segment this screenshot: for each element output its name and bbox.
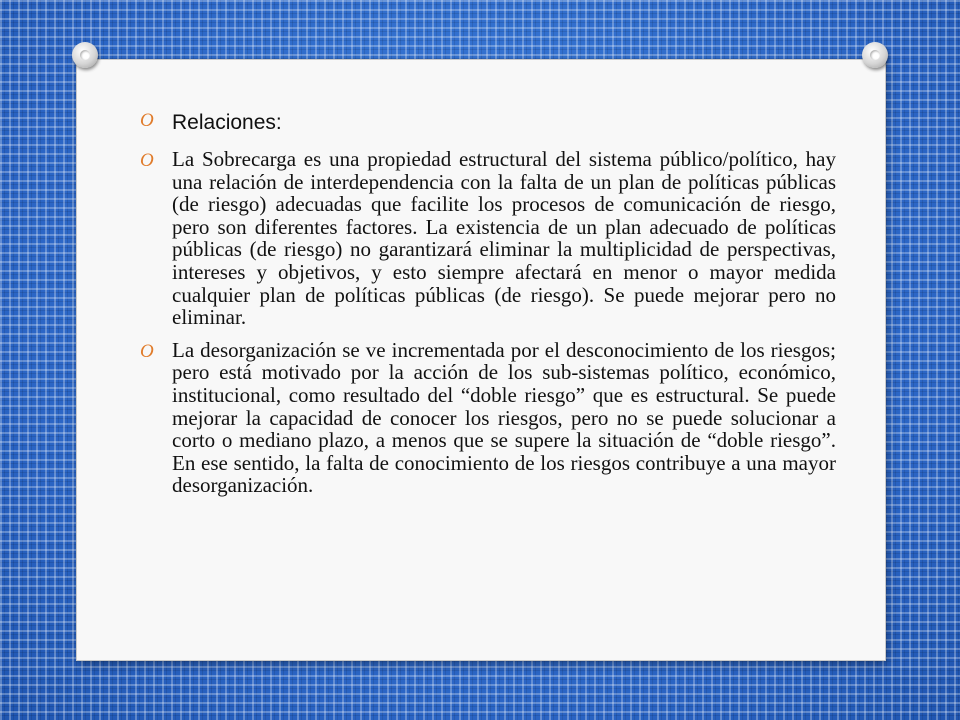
bullet-marker-icon: O (140, 150, 154, 171)
bullet-paragraph-2 (140, 339, 836, 497)
bullet-list (140, 108, 836, 507)
pushpin-left-icon (72, 42, 98, 68)
paragraph-desorganizacion: La desorganización se ve incrementada por el desconocimiento de los riesgos; pero está motivado por la acción de los sub-sistemas político, económico, institucional, como resultado del “doble riesgo” que es estructural. Se puede mejorar la capacidad de conocer los riesgos, pero no se puede solucionar a corto o mediano plazo, a menos que se supere la situación de “doble riesgo”. En ese sentido, la falta de conocimiento de los riesgos contribuye a una mayor desorganización. (172, 337, 836, 498)
slide-heading: Relaciones: (172, 111, 282, 134)
pushpin-right-icon (862, 42, 888, 68)
bullet-heading (140, 108, 836, 138)
bullet-paragraph-1 (140, 148, 836, 329)
bullet-marker-icon: O (140, 340, 154, 362)
bullet-marker-icon: O (140, 110, 154, 131)
paragraph-sobrecarga: La Sobrecarga es una propiedad estructural del sistema público/político, hay una relación de interdependencia con la falta de un plan de políticas públicas (de riesgo) adecuadas que facilite los procesos de comunicación de riesgo, pero son diferentes factores. La existencia de un plan adecuado de políticas públicas (de riesgo) no garantizará eliminar la multiplicidad de perspectivas, intereses y objetivos, y esto siempre afectará en menor o mayor medida cualquier plan de políticas públicas (de riesgo). Se puede mejorar pero no eliminar. (172, 147, 836, 330)
